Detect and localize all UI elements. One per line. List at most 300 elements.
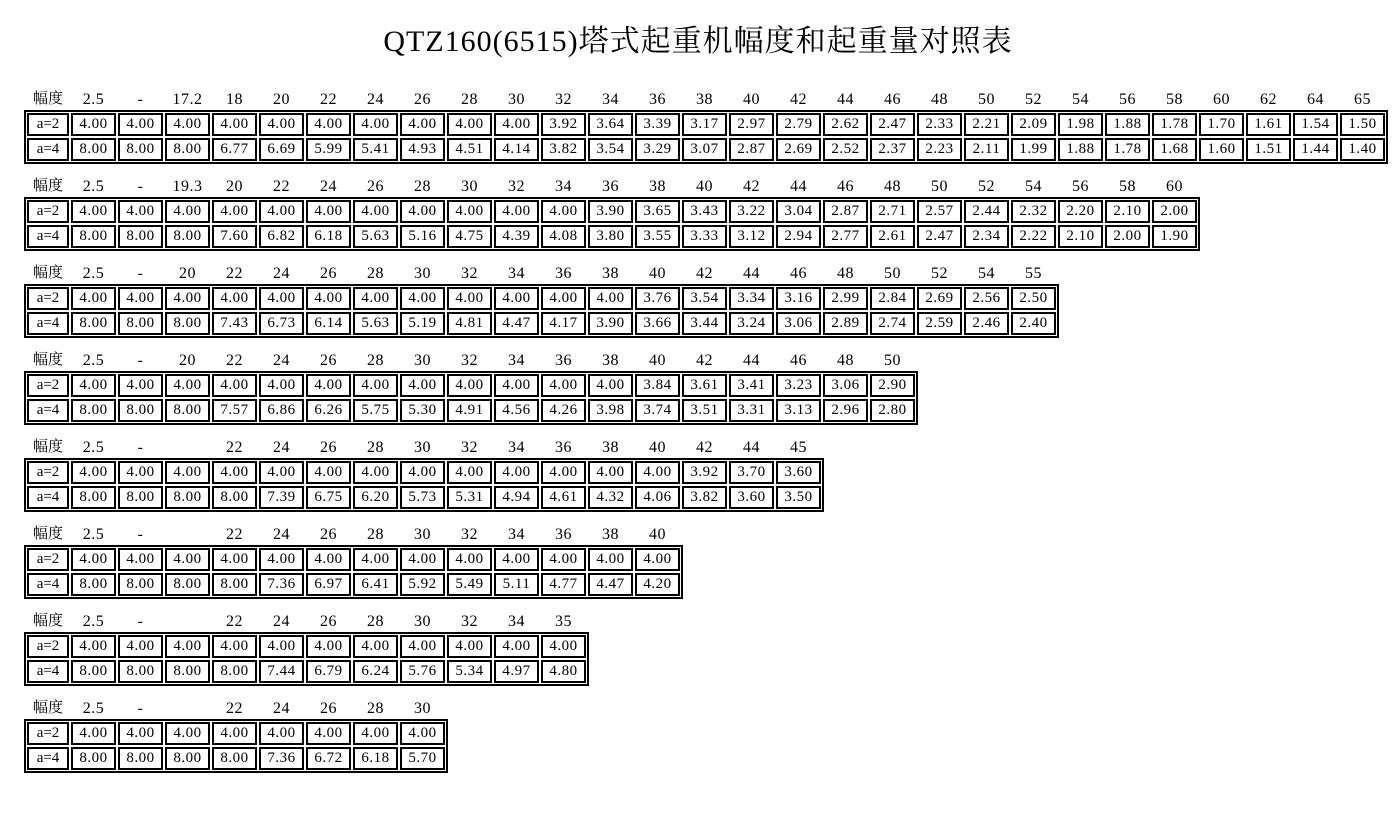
row-label: a=2 [27,200,69,223]
capacity-cell: 3.24 [729,312,774,335]
row-label: a=2 [27,461,69,484]
radius-tick: 22 [226,700,243,717]
capacity-cell: 4.00 [353,722,398,745]
capacity-table-group [24,525,1396,599]
capacity-cell: 1.51 [1246,138,1291,161]
capacity-cell: 3.98 [588,399,633,422]
capacity-cell: 1.40 [1340,138,1385,161]
capacity-cell: 2.40 [1011,312,1056,335]
capacity-cell: 4.00 [71,287,116,310]
radius-tick: 30 [414,613,431,630]
capacity-cell: 2.34 [964,225,1009,248]
capacity-cell: 2.37 [870,138,915,161]
radius-tick: - [137,178,144,195]
capacity-cell: 8.00 [118,486,163,509]
capacity-cell: 4.00 [118,113,163,136]
row-label: a=4 [27,138,69,161]
capacity-cell: 4.00 [353,461,398,484]
capacity-cell: 4.00 [259,722,304,745]
capacity-cell: 1.98 [1058,113,1103,136]
capacity-cell: 4.00 [165,287,210,310]
capacity-cell: 3.17 [682,113,727,136]
capacity-cell: 3.13 [776,399,821,422]
capacity-cell: 8.00 [165,399,210,422]
table-grid [24,284,1059,338]
radius-tick: 60 [1213,91,1230,108]
capacity-cell: 7.36 [259,573,304,596]
radius-tick: 38 [602,352,619,369]
capacity-cell: 2.47 [917,225,962,248]
capacity-cell: 3.06 [776,312,821,335]
table-grid [24,458,824,512]
capacity-cell: 4.00 [541,200,586,223]
capacity-cell: 6.73 [259,312,304,335]
capacity-cell: 5.31 [447,486,492,509]
capacity-cell: 4.00 [71,548,116,571]
table-row [27,573,680,596]
capacity-cell: 4.14 [494,138,539,161]
radius-tick: 40 [649,526,666,543]
radius-tick: 46 [884,91,901,108]
radius-tick: 28 [367,439,384,456]
radius-tick: 54 [1025,178,1042,195]
capacity-cell: 1.60 [1199,138,1244,161]
radius-tick: 40 [743,91,760,108]
radius-tick: 22 [226,526,243,543]
capacity-cell: 4.00 [118,548,163,571]
capacity-cell: 4.00 [71,722,116,745]
capacity-cell: 4.00 [494,635,539,658]
capacity-cell: 2.09 [1011,113,1056,136]
capacity-cell: 3.34 [729,287,774,310]
radius-tick [165,612,210,631]
capacity-table-group [24,177,1396,251]
capacity-cell: 3.61 [682,374,727,397]
radius-tick: 2.5 [82,700,105,717]
radius-tick: 20 [226,178,243,195]
radius-tick: 46 [790,352,807,369]
capacity-cell: 2.61 [870,225,915,248]
capacity-cell: 6.26 [306,399,351,422]
capacity-cell: 8.00 [71,747,116,770]
capacity-cell: 2.56 [964,287,1009,310]
capacity-cell: 4.00 [306,113,351,136]
capacity-cell: 3.66 [635,312,680,335]
capacity-cell: 1.90 [1152,225,1197,248]
radius-tick: 20 [179,352,196,369]
radius-tick: 34 [508,613,525,630]
capacity-cell: 4.00 [447,287,492,310]
radius-header-label: 幅度 [32,700,63,716]
capacity-cell: 8.00 [118,660,163,683]
capacity-cell: 5.41 [353,138,398,161]
capacity-cell: 6.97 [306,573,351,596]
row-label: a=4 [27,399,69,422]
table-row [27,635,586,658]
radius-tick: 28 [367,265,384,282]
capacity-cell: 4.00 [447,635,492,658]
radius-tick: 22 [226,613,243,630]
capacity-cell: 8.00 [165,225,210,248]
capacity-cell: 4.00 [541,374,586,397]
radius-tick: 22 [320,91,337,108]
capacity-cell: 4.00 [306,635,351,658]
capacity-cell: 4.00 [400,548,445,571]
capacity-cell: 7.39 [259,486,304,509]
capacity-cell: 4.00 [259,113,304,136]
table-row [27,200,1197,223]
capacity-cell: 4.00 [447,461,492,484]
radius-tick: 2.5 [82,526,105,543]
capacity-cell: 4.75 [447,225,492,248]
radius-tick: 2.5 [82,91,105,108]
table-row [27,486,821,509]
radius-tick: 2.5 [82,178,105,195]
capacity-cell: 6.18 [306,225,351,248]
capacity-cell: 2.79 [776,113,821,136]
radius-header-label: 幅度 [32,352,63,368]
capacity-cell: 3.29 [635,138,680,161]
capacity-cell: 7.43 [212,312,257,335]
capacity-cell: 3.04 [776,200,821,223]
radius-tick: 28 [367,526,384,543]
capacity-cell: 3.65 [635,200,680,223]
capacity-cell: 5.11 [494,573,539,596]
radius-tick: 36 [555,265,572,282]
capacity-cell: 4.00 [353,548,398,571]
capacity-cell: 8.00 [71,486,116,509]
capacity-cell: 4.00 [447,113,492,136]
capacity-cell: 5.99 [306,138,351,161]
capacity-cell: 4.00 [494,200,539,223]
capacity-cell: 2.44 [964,200,1009,223]
radius-tick: 36 [555,439,572,456]
radius-tick: 42 [696,265,713,282]
radius-tick: 50 [884,352,901,369]
table-row [27,113,1385,136]
capacity-cell: 4.00 [71,635,116,658]
capacity-cell: 4.00 [118,287,163,310]
capacity-cell: 4.00 [71,200,116,223]
radius-tick: 26 [320,439,337,456]
capacity-cell: 1.78 [1152,113,1197,136]
capacity-cell: 3.31 [729,399,774,422]
capacity-cell: 3.51 [682,399,727,422]
table-grid [24,719,448,773]
tables-container [24,90,1396,773]
capacity-cell: 4.00 [541,287,586,310]
capacity-cell: 4.00 [212,113,257,136]
capacity-cell: 1.50 [1340,113,1385,136]
capacity-cell: 2.71 [870,200,915,223]
capacity-cell: 4.00 [306,461,351,484]
capacity-cell: 3.54 [588,138,633,161]
radius-tick: 26 [320,700,337,717]
capacity-cell: 2.00 [1152,200,1197,223]
capacity-cell: 4.47 [494,312,539,335]
capacity-cell: 3.54 [682,287,727,310]
radius-tick: 26 [320,613,337,630]
radius-tick: 64 [1307,91,1324,108]
row-label: a=4 [27,486,69,509]
capacity-cell: 4.00 [212,461,257,484]
radius-tick: 32 [461,439,478,456]
radius-tick: 24 [273,439,290,456]
radius-tick: 2.5 [82,352,105,369]
capacity-cell: 4.00 [494,113,539,136]
capacity-cell: 3.33 [682,225,727,248]
capacity-cell: 2.74 [870,312,915,335]
radius-tick: 52 [978,178,995,195]
capacity-cell: 3.60 [729,486,774,509]
capacity-cell: 4.00 [212,287,257,310]
capacity-cell: 3.60 [776,461,821,484]
capacity-table-group [24,438,1396,512]
capacity-cell: 3.82 [541,138,586,161]
radius-tick: 28 [367,613,384,630]
radius-tick: 32 [555,91,572,108]
capacity-cell: 5.70 [400,747,445,770]
radius-tick: 44 [743,439,760,456]
capacity-cell: 3.64 [588,113,633,136]
capacity-cell: 8.00 [71,138,116,161]
radius-tick: 22 [226,439,243,456]
radius-tick: 18 [226,91,243,108]
capacity-cell: 4.77 [541,573,586,596]
radius-tick: 46 [837,178,854,195]
radius-tick: 34 [555,178,572,195]
capacity-cell: 4.00 [259,374,304,397]
capacity-cell: 4.00 [306,548,351,571]
capacity-cell: 3.06 [823,374,868,397]
capacity-cell: 8.00 [71,660,116,683]
radius-tick: 30 [414,265,431,282]
radius-tick: 36 [649,91,666,108]
radius-tick: 24 [320,178,337,195]
radius-tick: 40 [649,352,666,369]
capacity-cell: 4.00 [447,374,492,397]
capacity-cell: 8.00 [212,573,257,596]
capacity-cell: 2.69 [776,138,821,161]
radius-tick: - [137,265,144,282]
radius-tick: 36 [555,352,572,369]
capacity-cell: 4.00 [165,722,210,745]
capacity-cell: 2.10 [1105,200,1150,223]
table-row [27,287,1056,310]
radius-tick: 32 [461,265,478,282]
capacity-cell: 5.92 [400,573,445,596]
radius-tick: 20 [179,265,196,282]
capacity-cell: 4.00 [588,548,633,571]
capacity-cell: 5.75 [353,399,398,422]
radius-tick: 55 [1025,265,1042,282]
table-row [27,138,1385,161]
table-grid [24,371,918,425]
capacity-cell: 4.00 [306,200,351,223]
capacity-cell: 4.80 [541,660,586,683]
radius-tick [165,699,210,718]
radius-tick: - [137,91,144,108]
capacity-cell: 6.82 [259,225,304,248]
capacity-cell: 7.36 [259,747,304,770]
capacity-cell: 4.00 [259,200,304,223]
capacity-cell: 4.00 [118,374,163,397]
capacity-cell: 8.00 [71,225,116,248]
row-label: a=4 [27,312,69,335]
capacity-cell: 3.43 [682,200,727,223]
radius-tick: 58 [1119,178,1136,195]
radius-tick: 38 [696,91,713,108]
capacity-cell: 4.00 [588,374,633,397]
capacity-cell: 4.00 [400,113,445,136]
table-row [27,374,915,397]
radius-tick: 26 [414,91,431,108]
capacity-cell: 4.00 [494,374,539,397]
capacity-cell: 6.18 [353,747,398,770]
radius-header-row [24,612,1396,631]
row-label: a=2 [27,722,69,745]
radius-tick: 42 [743,178,760,195]
row-label: a=4 [27,225,69,248]
capacity-cell: 4.61 [541,486,586,509]
capacity-cell: 4.00 [259,461,304,484]
capacity-cell: 5.34 [447,660,492,683]
radius-tick: 62 [1260,91,1277,108]
capacity-cell: 2.33 [917,113,962,136]
capacity-cell: 4.00 [212,548,257,571]
capacity-cell: 2.97 [729,113,774,136]
capacity-cell: 2.94 [776,225,821,248]
capacity-cell: 4.00 [353,287,398,310]
radius-header-label: 幅度 [32,265,63,281]
capacity-cell: 4.00 [259,287,304,310]
capacity-cell: 2.80 [870,399,915,422]
radius-tick: 32 [461,352,478,369]
radius-tick: 56 [1072,178,1089,195]
capacity-cell: 4.00 [71,461,116,484]
capacity-cell: 3.92 [682,461,727,484]
capacity-cell: 7.57 [212,399,257,422]
capacity-cell: 4.00 [118,635,163,658]
radius-tick: 48 [837,352,854,369]
capacity-table-group [24,264,1396,338]
capacity-cell: 1.88 [1105,113,1150,136]
capacity-cell: 4.97 [494,660,539,683]
capacity-cell: 6.20 [353,486,398,509]
radius-tick: 40 [649,439,666,456]
capacity-cell: 8.00 [165,312,210,335]
radius-tick: 22 [273,178,290,195]
capacity-cell: 2.20 [1058,200,1103,223]
radius-header-row [24,177,1396,196]
radius-tick: 44 [790,178,807,195]
table-row [27,225,1197,248]
radius-tick: 34 [508,265,525,282]
capacity-cell: 8.00 [118,573,163,596]
radius-tick: 30 [414,526,431,543]
capacity-cell: 2.46 [964,312,1009,335]
radius-tick: - [137,439,144,456]
row-label: a=2 [27,548,69,571]
capacity-cell: 5.49 [447,573,492,596]
capacity-cell: 4.00 [635,548,680,571]
capacity-cell: 4.00 [165,374,210,397]
capacity-cell: 3.82 [682,486,727,509]
radius-tick: 28 [414,178,431,195]
capacity-cell: 4.00 [118,200,163,223]
capacity-cell: 4.00 [353,635,398,658]
capacity-cell: 2.23 [917,138,962,161]
capacity-cell: 2.50 [1011,287,1056,310]
capacity-cell: 8.00 [212,486,257,509]
table-row [27,747,445,770]
row-label: a=2 [27,635,69,658]
capacity-cell: 5.63 [353,225,398,248]
radius-header-label: 幅度 [32,178,63,194]
radius-header-label: 幅度 [32,91,63,107]
capacity-cell: 7.44 [259,660,304,683]
table-row [27,312,1056,335]
capacity-cell: 2.89 [823,312,868,335]
radius-tick: 24 [273,352,290,369]
capacity-cell: 4.00 [400,722,445,745]
capacity-cell: 4.00 [447,548,492,571]
table-row [27,399,915,422]
capacity-cell: 4.00 [400,374,445,397]
capacity-cell: 3.41 [729,374,774,397]
capacity-cell: 4.00 [588,287,633,310]
capacity-cell: 3.55 [635,225,680,248]
capacity-cell: 8.00 [212,747,257,770]
capacity-cell: 1.44 [1293,138,1338,161]
capacity-cell: 8.00 [118,399,163,422]
radius-header-label: 幅度 [32,439,63,455]
capacity-cell: 4.00 [306,287,351,310]
radius-tick: 2.5 [82,265,105,282]
radius-tick: 36 [555,526,572,543]
capacity-cell: 4.00 [306,722,351,745]
radius-tick: 26 [367,178,384,195]
radius-tick: 26 [320,352,337,369]
radius-tick: 52 [1025,91,1042,108]
radius-header-label: 幅度 [32,526,63,542]
row-label: a=2 [27,287,69,310]
radius-tick: 26 [320,265,337,282]
capacity-cell: 2.52 [823,138,868,161]
radius-tick: 34 [602,91,619,108]
capacity-cell: 4.00 [588,461,633,484]
radius-tick: 38 [602,439,619,456]
capacity-cell: 4.00 [259,548,304,571]
capacity-cell: 4.00 [494,548,539,571]
capacity-cell: 2.96 [823,399,868,422]
radius-header-row [24,438,1396,457]
table-row [27,660,586,683]
capacity-cell: 8.00 [71,573,116,596]
capacity-cell: 8.00 [165,573,210,596]
capacity-cell: 4.00 [353,374,398,397]
radius-tick: 52 [931,265,948,282]
capacity-cell: 2.77 [823,225,868,248]
radius-tick: 17.2 [172,91,203,108]
capacity-cell: 6.86 [259,399,304,422]
radius-header-row [24,525,1396,544]
radius-tick: - [137,613,144,630]
radius-tick: 28 [367,700,384,717]
capacity-cell: 2.87 [823,200,868,223]
radius-tick: 50 [931,178,948,195]
capacity-cell: 4.91 [447,399,492,422]
